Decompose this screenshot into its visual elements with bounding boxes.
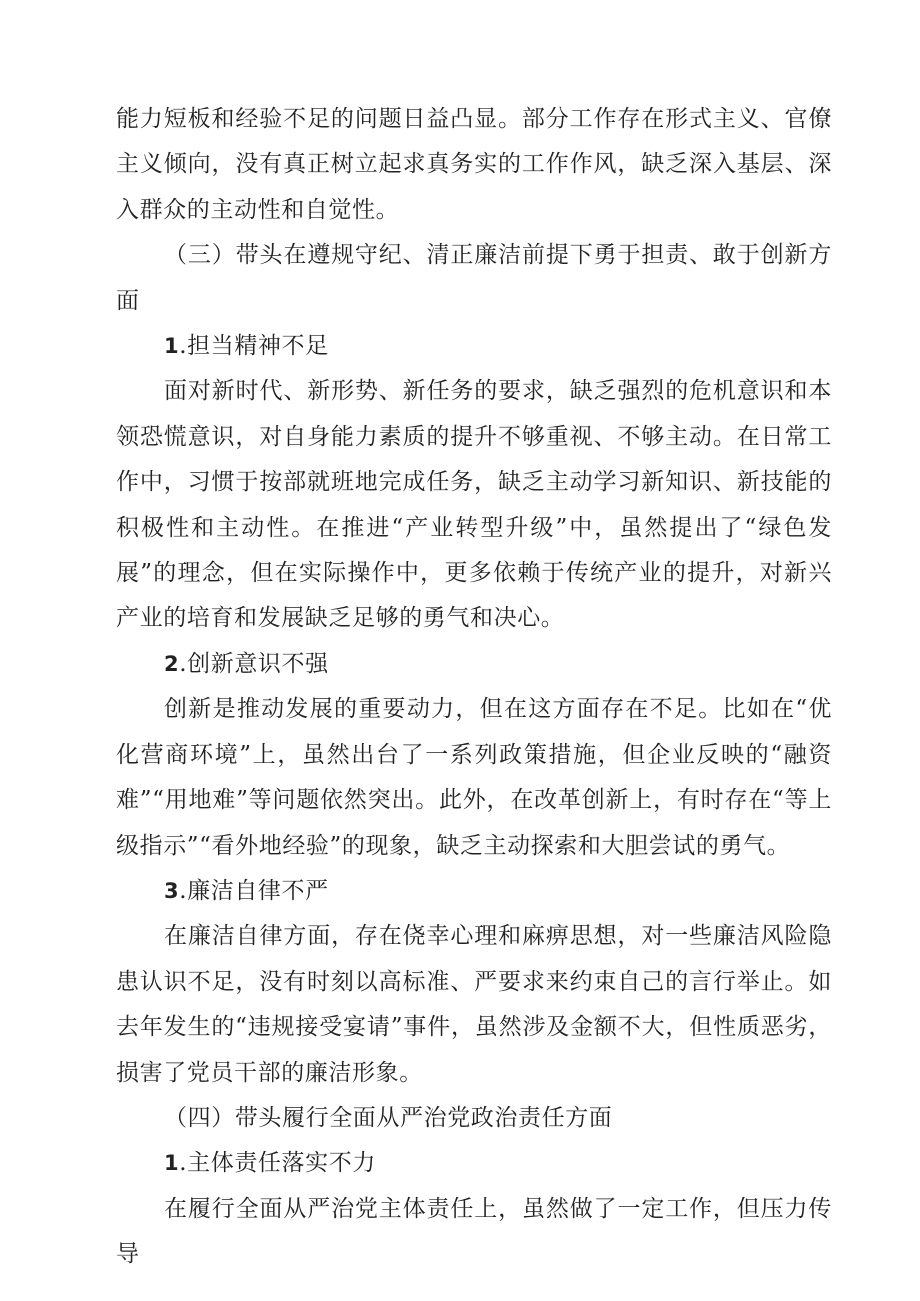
subheading-number: 3 [164,878,180,903]
subheading-2 [116,642,832,687]
subheading-number: 1 [164,334,180,359]
subheading-number: 1 [164,1151,180,1176]
subheading-title: .担当精神不足 [179,333,329,360]
section-heading-4: （四）带头履行全面从严治党政治责任方面 [164,1104,613,1131]
subheading-3 [116,869,832,914]
paragraph-body: 在履行全面从严治党主体责任上，虽然做了一定工作，但压力传导 [116,1195,832,1268]
subheading-1 [116,1141,832,1186]
subheading-title: .创新意识不强 [179,650,329,677]
subheading-title: .主体责任落实不力 [179,1150,376,1177]
paragraph-body: 创新是推动发展的重要动力，但在这方面存在不足。比如在“优化营商环境”上，虽然出台了一系列政策措施，但企业反映的“融资难”“用地难”等问题依然突出。此外，在改革创新上，有时存在“等上级指示”“看外地经验”的现象，缺乏主动探索和大胆尝试的勇气。 [116,696,832,859]
paragraph-body: 在廉洁自律方面，存在侥幸心理和麻痹思想，对一些廉洁风险隐患认识不足，没有时刻以高标准、严要求来约束自己的言行举止。如去年发生的“违规接受宴请”事件，虽然涉及金额不大，但性质恶劣，损害了党员干部的廉洁形象。 [116,923,832,1086]
subheading-1 [116,324,832,369]
document-body [116,97,832,1278]
paragraph-body: 面对新时代、新形势、新任务的要求，缺乏强烈的危机意识和本领恐慌意识，对自身能力素质的提升不够重视、不够主动。在日常工作中，习惯于按部就班地完成任务，缺乏主动学习新知识、新技能的积极性和主动性。在推进“产业转型升级”中，虽然提出了“绿色发展”的理念，但在实际操作中，更多依赖于传统产业的提升，对新兴产业的培育和发展缺乏足够的勇气和决心。 [116,378,832,632]
paragraph-continuation: 能力短板和经验不足的问题日益凸显。部分工作存在形式主义、官僚主义倾向，没有真正树立起求真务实的工作作风，缺乏深入基层、深入群众的主动性和自觉性。 [116,106,832,223]
subheading-number: 2 [164,651,180,676]
section-heading-3: （三）带头在遵规守纪、清正廉洁前提下勇于担责、敢于创新方面 [116,242,832,314]
subheading-title: .廉洁自律不严 [179,877,329,904]
